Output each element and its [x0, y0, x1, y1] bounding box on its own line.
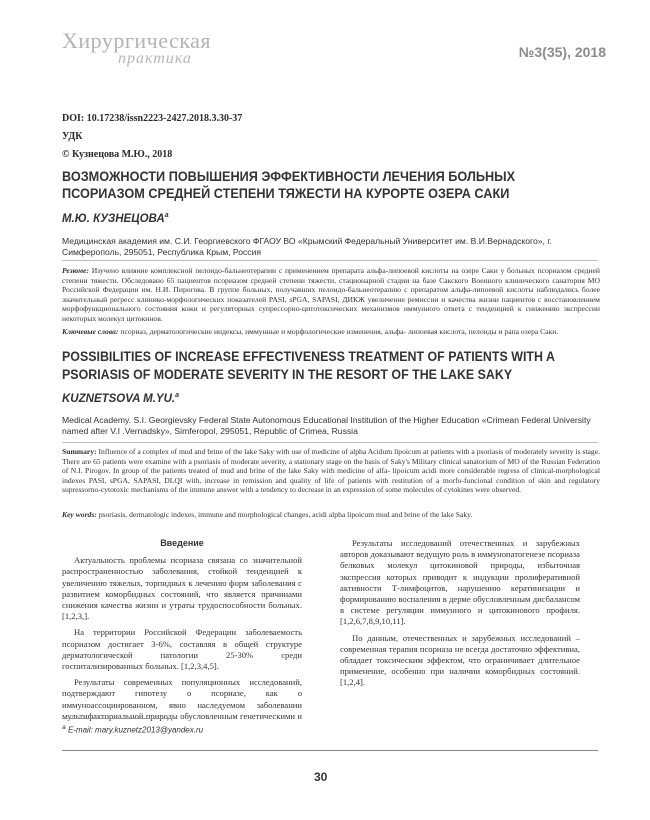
paragraph: На территории Российской Федерации заболеваемость псориазом достигает 3-6%, составляя в общей структуре дерматологической патологии 25-30% среди госпитализированных больных. [1,2,3,4,5].	[62, 627, 302, 672]
keywords-en	[62, 510, 600, 520]
footnote-divider	[62, 718, 172, 719]
paragraph: Актуальность проблемы псориаза связана со значительной распространенностью заболевания, стойкой тенденцией к увеличению тяжелых, торпидных к лечению форм заболевания с развитием коморбидных состояний, что является причинами снижения качества жизни и утраты трудоспособности больных. [1,2,3,].	[62, 555, 302, 622]
page-footer-rule	[62, 750, 598, 751]
abstract-ru-label: Резюме:	[62, 266, 89, 275]
body-right-column	[340, 538, 580, 694]
affiliation-en: Medical Academy. S.I. Georgievsky Federal State Autonomous Educational Institution of the Higher Education «Crimean Federal University named after V.I .Vernadsky», Simferopol, 295051, Republic of Crimea, Russia	[62, 415, 591, 436]
keywords-ru-text: псориаз, дерматологические индексы, иммунные и морфологические изменения, альфа- липоевая кислота, пелоиды и рапа озера Саки.	[120, 327, 559, 336]
page-number: 30	[314, 770, 328, 784]
journal-logo-subtitle: практика	[118, 50, 192, 67]
keywords-ru	[62, 327, 600, 337]
paragraph: Результаты исследований отечественных и зарубежных авторов доказывают ведущую роль в иммунопатогенезе псориаза белковых молекул цитокиновой природы, избыточная экспрессия которых приводит к индукции пролиферативной активности Т-лимфоцитов, нарушению кератинизации и формированию воспаления в дерме обусловленным дисбалансом в системе регуляции иммунного и цитокинового профиля. [1,2,6,7,8,9,10,11].	[340, 538, 580, 627]
journal-logo-title: Хирургическая	[62, 28, 212, 53]
footnote	[62, 724, 203, 735]
keywords-ru-label: Ключевые слова:	[62, 327, 119, 336]
paragraph: По данным, отечественных и зарубежных исследований – современная терапия псориаза не всегда достаточно эффективна, обладает токсическим эффектом, что ограничивает длительное применение, особенно при наличии коморбидных состояний. [1,2,4].	[340, 632, 580, 688]
doi[interactable]: DOI: 10.17238/issn2223-2427.2018.3.30-37	[62, 113, 243, 124]
section-heading-intro: Введение	[160, 538, 204, 548]
copyright: © Кузнецова М.Ю., 2018	[62, 149, 173, 160]
issue-number: №3(35), 2018	[518, 44, 606, 60]
article-title-en: POSSIBILITIES OF INCREASE EFFECTIVENESS TREATMENT OF PATIENTS WITH A PSORIASIS OF MODERATE SEVERITY IN THE RESORT OF THE LAKE SAKY	[62, 349, 555, 382]
article-title-ru: ВОЗМОЖНОСТИ ПОВЫШЕНИЯ ЭФФЕКТИВНОСТИ ЛЕЧЕНИЯ БОЛЬНЫХ ПСОРИАЗОМ СРЕДНЕЙ СТЕПЕНИ ТЯЖЕСТИ НА КУРОРТЕ ОЗЕРА САКИ	[62, 169, 516, 201]
author-en-name: KUZNETSOVA M.YU.	[62, 392, 176, 405]
paragraph: Результаты современных популяционных исследований, подтверждают гипотезу о псориазе, как о иммуноассоциированном, явно наследуемом заболевании мультифакториальной природы обусловленным генетическими и	[62, 677, 302, 721]
author-ru-sup: a	[164, 212, 169, 219]
affiliation-ru: Медицинская академия им. С.И. Георгиевского ФГАОУ ВО «Крымский Федеральный Университет им. В.И.Вернадского», г. Симферополь, 295051, Республика Крым, Россия	[62, 236, 552, 257]
footnote-sup: a	[62, 724, 66, 731]
abstract-ru-text: Изучено влияние комплексной пелоидо-бальнеотерапии с применением препарата альфа-липоевой кислоты на озере Саки у больных псориазом средней степени тяжести. Обследовано 65 пациентов псориазом средней степени тяжести, стационарной стадии на базе Сакского Военного клинического санатория МО Российской Федерации им. Н.И. Пирогова. В группе больных, получавших пелоидо-бальнеотерапию с препаратом альфа-липоевой кислоты наблюдались более значительный регресс клинико-морфологических показателей PASI, sPGA, SAPASI, ДИКЖ увеличение ремиссии и качества жизни пациентов с восстановлением морфофункционального состояния кожи и регуляторных супрессорно-цитотоксических механизмов иммунного ответа с тенденцией к снижению экспрессии некоторых молекул цитокинов.	[62, 266, 600, 323]
author-ru-name: М.Ю. КУЗНЕЦОВА	[62, 212, 165, 225]
abstract-en-label: Summary:	[62, 447, 97, 456]
keywords-en-label: Key words:	[62, 510, 97, 519]
udk: УДК	[62, 131, 83, 142]
abstract-ru	[62, 266, 600, 324]
author-en-sup: a	[175, 392, 179, 399]
divider	[62, 442, 598, 443]
footnote-email[interactable]: E-mail: mary.kuznetz2013@yandex.ru	[67, 725, 204, 735]
divider	[62, 260, 598, 261]
abstract-en	[62, 447, 600, 495]
keywords-en-text: psoriasis, dermatologic indexes, immune and morphological changes, acidi alpha lipoicum mud and brine of the lake Saky.	[98, 510, 473, 519]
author-en	[62, 392, 179, 405]
author-ru	[62, 212, 169, 225]
body-left-column	[62, 538, 302, 726]
abstract-en-text: Influence of a complex of mud and brine of the lake Saky with use of medicine of alpha Acidum lipoicum at patients with a psoriasis of moderately severity is stage. There are 65 patients were examine with a psoriasis of moderate severity, a stationary stage on the basis of Saky's Military clinical sanatorium of MO of the Russian Federation of N.I. Pirogov. In group of the patients treated of mud and brine of the lake Saky with medicine of alfa- lipoicum acidi more considerable regress of clinical-morphological indexes PASI, sPGA, SAPASI, DLQI with, increase in remission and quality of life of patients with restitution of a morfo-funcional condition of skin and regulatory supressorno-cytotoxic mechanisms of the immune answer with a tendency to decrease in an expression of some molecules of cytokines were observed.	[62, 447, 600, 495]
